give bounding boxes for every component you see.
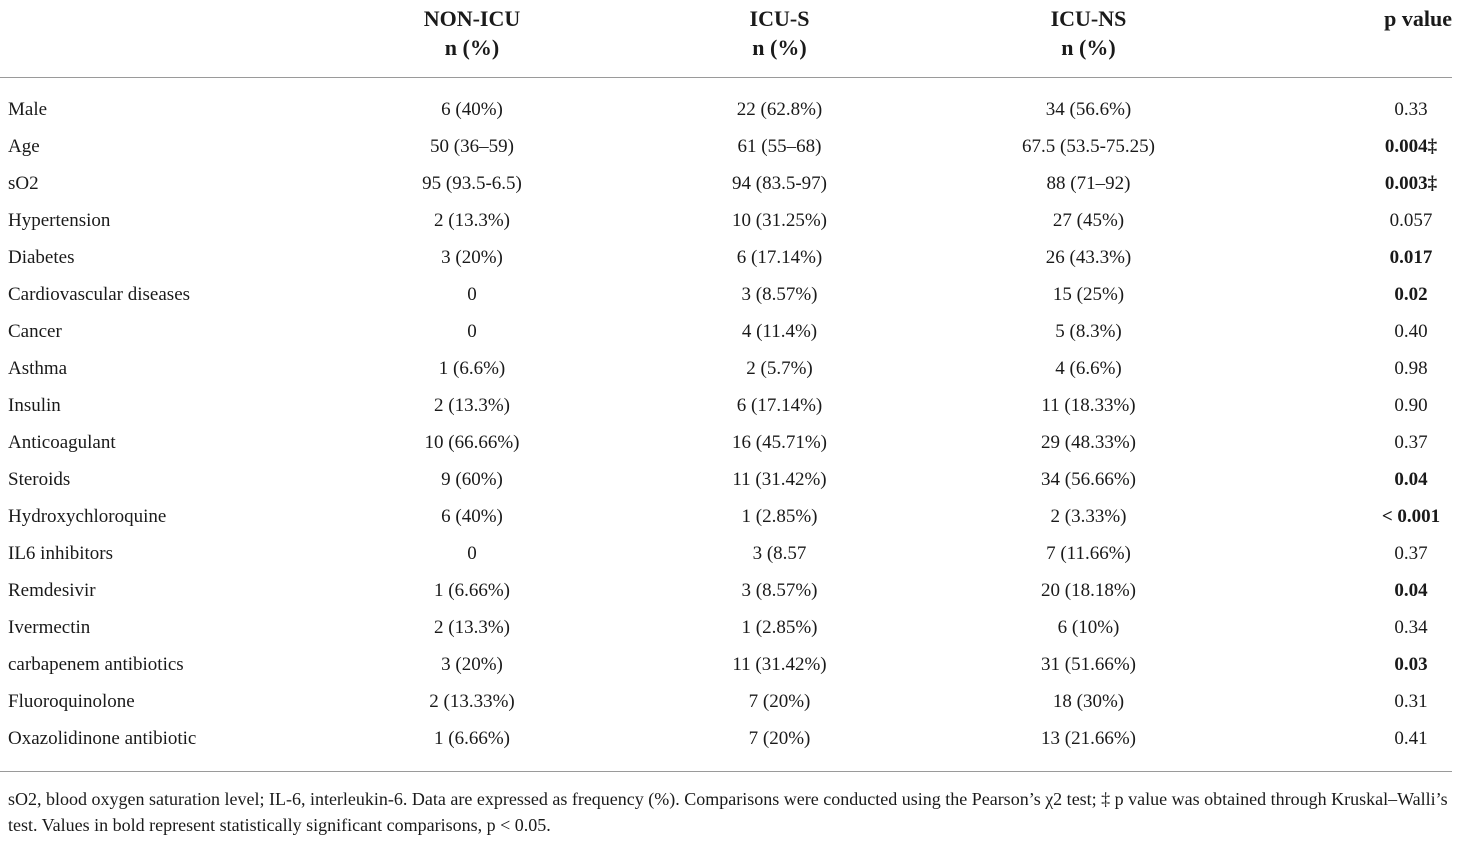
cell-p-value: 0.04	[1394, 468, 1428, 490]
header-non-icu	[318, 0, 626, 77]
table-row	[0, 91, 1452, 128]
cell-icu-s: 6 (17.14%)	[736, 394, 823, 416]
cell-icu-s: 7 (20%)	[748, 690, 811, 712]
header-icu-ns-title: ICU-NS	[1050, 6, 1127, 31]
table-row	[0, 276, 1452, 313]
table-row	[0, 239, 1452, 276]
cell-icu-ns: 2 (3.33%)	[1050, 505, 1127, 527]
row-label: Steroids	[8, 468, 71, 490]
cell-non-icu: 3 (20%)	[441, 653, 503, 675]
cell-p-value: 0.90	[1394, 394, 1428, 416]
cell-icu-ns: 88 (71–92)	[1046, 172, 1131, 194]
header-non-icu-title: NON-ICU	[423, 6, 521, 31]
table-row	[0, 572, 1452, 609]
header-blank	[0, 0, 318, 77]
cell-icu-s: 22 (62.8%)	[736, 98, 823, 120]
table-footnote: sO2, blood oxygen saturation level; IL-6, interleukin-6. Data are expressed as frequency (%). Comparisons were conducted using the Pearson’s χ2 test; ‡ p value was obtained through Kruskal–Walli’s test. Values in bold represent statistically significant comparisons, p < 0.05.	[8, 789, 1448, 835]
cell-icu-ns: 7 (11.66%)	[1046, 542, 1131, 564]
cell-p-value: 0.02	[1394, 283, 1428, 305]
row-label: Fluoroquinolone	[8, 690, 135, 712]
cell-p-value: 0.37	[1394, 431, 1428, 453]
table-row	[0, 683, 1452, 720]
table-row	[0, 461, 1452, 498]
row-label: Asthma	[8, 357, 68, 379]
cell-icu-ns: 6 (10%)	[1057, 616, 1120, 638]
cell-icu-s: 3 (8.57	[752, 542, 807, 564]
row-label: Diabetes	[8, 246, 75, 268]
cell-p-value: 0.057	[1389, 209, 1433, 231]
cell-icu-ns: 27 (45%)	[1052, 209, 1125, 231]
table-header	[0, 0, 1452, 77]
cell-non-icu: 0	[467, 320, 477, 342]
row-label: Hydroxychloroquine	[8, 505, 167, 527]
cell-non-icu: 0	[467, 283, 477, 305]
cell-non-icu: 1 (6.66%)	[434, 579, 510, 601]
cell-non-icu: 3 (20%)	[441, 246, 503, 268]
cell-p-value: 0.41	[1394, 727, 1428, 749]
cell-icu-s: 2 (5.7%)	[746, 357, 813, 379]
cell-icu-s: 4 (11.4%)	[741, 320, 818, 342]
header-row	[0, 0, 1452, 77]
header-icu-ns	[933, 0, 1244, 77]
cell-non-icu: 0	[467, 542, 477, 564]
cell-p-value: 0.04	[1394, 579, 1428, 601]
cell-icu-s: 1 (2.85%)	[741, 616, 818, 638]
header-non-icu-unit: n (%)	[444, 35, 500, 60]
cell-p-value: 0.017	[1389, 246, 1433, 268]
table-row	[0, 202, 1452, 239]
row-label: Cancer	[8, 320, 62, 342]
cell-icu-s: 3 (8.57%)	[741, 283, 818, 305]
row-label: IL6 inhibitors	[8, 542, 114, 564]
cell-icu-ns: 34 (56.6%)	[1045, 98, 1132, 120]
cell-p-value: 0.03	[1394, 653, 1428, 675]
table-row	[0, 424, 1452, 461]
cell-icu-s: 11 (31.42%)	[732, 653, 827, 675]
header-icu-s-title: ICU-S	[749, 6, 810, 31]
header-icu-s	[626, 0, 933, 77]
cell-non-icu: 2 (13.3%)	[434, 209, 510, 231]
cell-non-icu: 50 (36–59)	[430, 135, 514, 157]
cell-icu-s: 7 (20%)	[748, 727, 811, 749]
cell-icu-ns: 13 (21.66%)	[1041, 727, 1136, 749]
cell-p-value: 0.33	[1394, 98, 1428, 120]
cell-p-value: 0.004‡	[1384, 135, 1438, 157]
table-row	[0, 646, 1452, 683]
table-row	[0, 609, 1452, 646]
cell-non-icu: 6 (40%)	[441, 505, 503, 527]
row-label: Hypertension	[8, 209, 111, 231]
cell-icu-ns: 67.5 (53.5-75.25)	[1022, 135, 1155, 157]
table-row	[0, 313, 1452, 350]
row-label: Insulin	[8, 394, 61, 416]
cell-p-value: 0.37	[1394, 542, 1428, 564]
table-bottom-rule	[0, 757, 1452, 772]
cell-non-icu: 1 (6.66%)	[434, 727, 510, 749]
row-label: Age	[8, 135, 40, 157]
cell-non-icu: 6 (40%)	[441, 98, 503, 120]
cell-icu-s: 11 (31.42%)	[732, 468, 827, 490]
cell-p-value: 0.40	[1394, 320, 1428, 342]
row-label: Cardiovascular diseases	[8, 283, 191, 305]
cell-icu-s: 61 (55–68)	[737, 135, 822, 157]
table-row	[0, 720, 1452, 757]
cell-p-value: 0.34	[1394, 616, 1428, 638]
header-icu-s-unit: n (%)	[752, 35, 807, 60]
cell-icu-s: 10 (31.25%)	[732, 209, 827, 231]
cell-non-icu: 2 (13.3%)	[434, 394, 510, 416]
table-row	[0, 498, 1452, 535]
header-icu-ns-unit: n (%)	[1061, 35, 1116, 60]
cell-icu-s: 94 (83.5-97)	[732, 172, 827, 194]
row-label: carbapenem antibiotics	[8, 653, 184, 675]
cell-icu-s: 1 (2.85%)	[741, 505, 818, 527]
cell-icu-ns: 20 (18.18%)	[1041, 579, 1136, 601]
cell-icu-ns: 5 (8.3%)	[1055, 320, 1122, 342]
cell-icu-ns: 26 (43.3%)	[1045, 246, 1132, 268]
table-row	[0, 387, 1452, 424]
table-row	[0, 128, 1452, 165]
cell-p-value: 0.98	[1394, 357, 1428, 379]
cell-icu-ns: 34 (56.66%)	[1041, 468, 1136, 490]
cell-icu-ns: 15 (25%)	[1052, 283, 1125, 305]
cell-non-icu: 95 (93.5-6.5)	[422, 172, 522, 194]
row-label: Oxazolidinone antibiotic	[8, 727, 197, 749]
row-label: Ivermectin	[8, 616, 91, 638]
cell-icu-s: 6 (17.14%)	[736, 246, 823, 268]
cell-p-value: 0.31	[1394, 690, 1428, 712]
cell-icu-ns: 11 (18.33%)	[1041, 394, 1136, 416]
header-p-value-title: p value	[1384, 6, 1452, 31]
row-label: sO2	[8, 172, 39, 194]
cell-p-value: < 0.001	[1381, 505, 1441, 527]
spacer-row	[0, 77, 1452, 91]
cell-icu-ns: 4 (6.6%)	[1055, 357, 1122, 379]
table-row	[0, 535, 1452, 572]
cell-non-icu: 9 (60%)	[441, 468, 503, 490]
cell-icu-ns: 18 (30%)	[1052, 690, 1125, 712]
row-label: Remdesivir	[8, 579, 96, 601]
table-row	[0, 350, 1452, 387]
row-label: Anticoagulant	[8, 431, 116, 453]
row-label: Male	[8, 98, 48, 120]
cell-icu-ns: 31 (51.66%)	[1041, 653, 1136, 675]
cell-icu-ns: 29 (48.33%)	[1041, 431, 1136, 453]
table-body	[0, 77, 1452, 771]
cell-non-icu: 2 (13.3%)	[434, 616, 510, 638]
cell-icu-s: 16 (45.71%)	[732, 431, 827, 453]
header-p-value	[1244, 0, 1452, 77]
cell-non-icu: 1 (6.6%)	[438, 357, 506, 379]
cell-icu-s: 3 (8.57%)	[741, 579, 818, 601]
cell-non-icu: 10 (66.66%)	[424, 431, 520, 453]
cell-non-icu: 2 (13.33%)	[429, 690, 515, 712]
table-row	[0, 165, 1452, 202]
cell-p-value: 0.003‡	[1384, 172, 1438, 194]
